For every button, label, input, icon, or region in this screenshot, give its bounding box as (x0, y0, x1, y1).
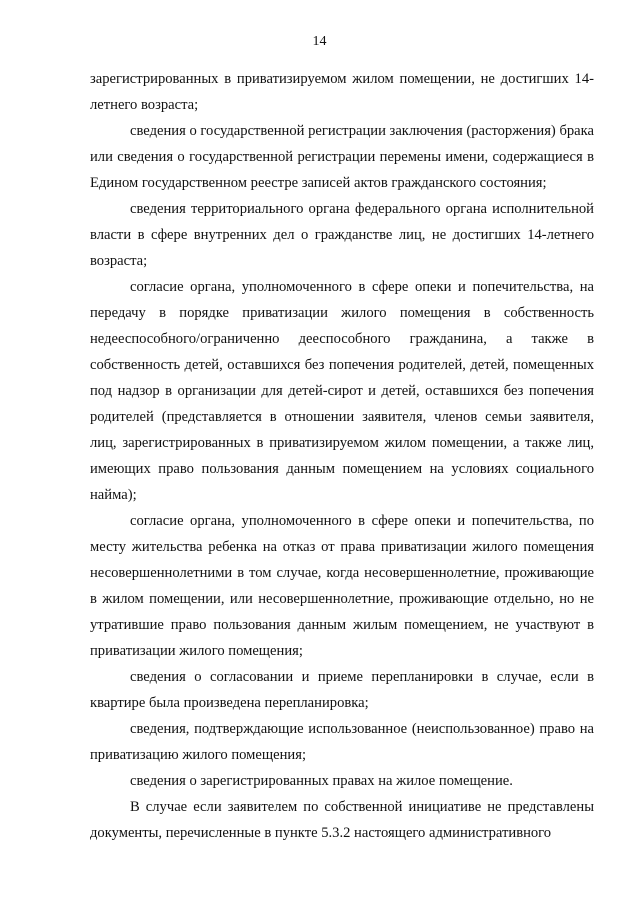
document-body (90, 66, 594, 846)
paragraph-citizenship: сведения территориального органа федерального органа исполнительной власти в сфере внутренних дел о гражданстве лиц, не достигших 14-летнего возраста; (90, 201, 594, 269)
paragraph-privatization-right: сведения, подтверждающие использованное (неиспользованное) право на приватизацию жилого помещения; (90, 721, 594, 763)
paragraph-minor-refusal-consent: согласие органа, уполномоченного в сфере опеки и попечительства, по месту жительства ребенка на отказ от права приватизации жилого помещения несовершеннолетними в том случае, когда несовершеннолетние, проживающие в жилом помещении, или несовершеннолетние, проживающие отдельно, но не утратившие право пользования данным жилым помещением, не участвуют в приватизации жилого помещения; (90, 513, 594, 659)
paragraph-continuation: зарегистрированных в приватизируемом жилом помещении, не достигших 14-летнего возраста; (90, 71, 594, 113)
paragraph-replanning: сведения о согласовании и приеме перепланировки в случае, если в квартире была произведена перепланировка; (90, 669, 594, 711)
paragraph-guardianship-consent: согласие органа, уполномоченного в сфере опеки и попечительства, на передачу в порядке приватизации жилого помещения в собственность недееспособного/ограниченно дееспособного гражданина, а также в собственность детей, оставшихся без попечения родителей, детей, помещенных под надзор в организации для детей-сирот и детей, оставшихся без попечения родителей (представляется в отношении заявителя, членов семьи заявителя, лиц, зарегистрированных в приватизируемом жилом помещении, а также лиц, имеющих право пользования данным помещением на условиях социального найма); (90, 279, 594, 503)
paragraph-documents-not-submitted: В случае если заявителем по собственной инициативе не представлены документы, перечисленные в пункте 5.3.2 настоящего административного (90, 799, 594, 841)
page-number: 14 (312, 34, 327, 49)
paragraph-marriage-registration: сведения о государственной регистрации заключения (расторжения) брака или сведения о государственной регистрации перемены имени, содержащиеся в Едином государственном реестре записей актов гражданского состояния; (90, 123, 594, 191)
paragraph-registered-rights: сведения о зарегистрированных правах на жилое помещение. (130, 773, 513, 789)
